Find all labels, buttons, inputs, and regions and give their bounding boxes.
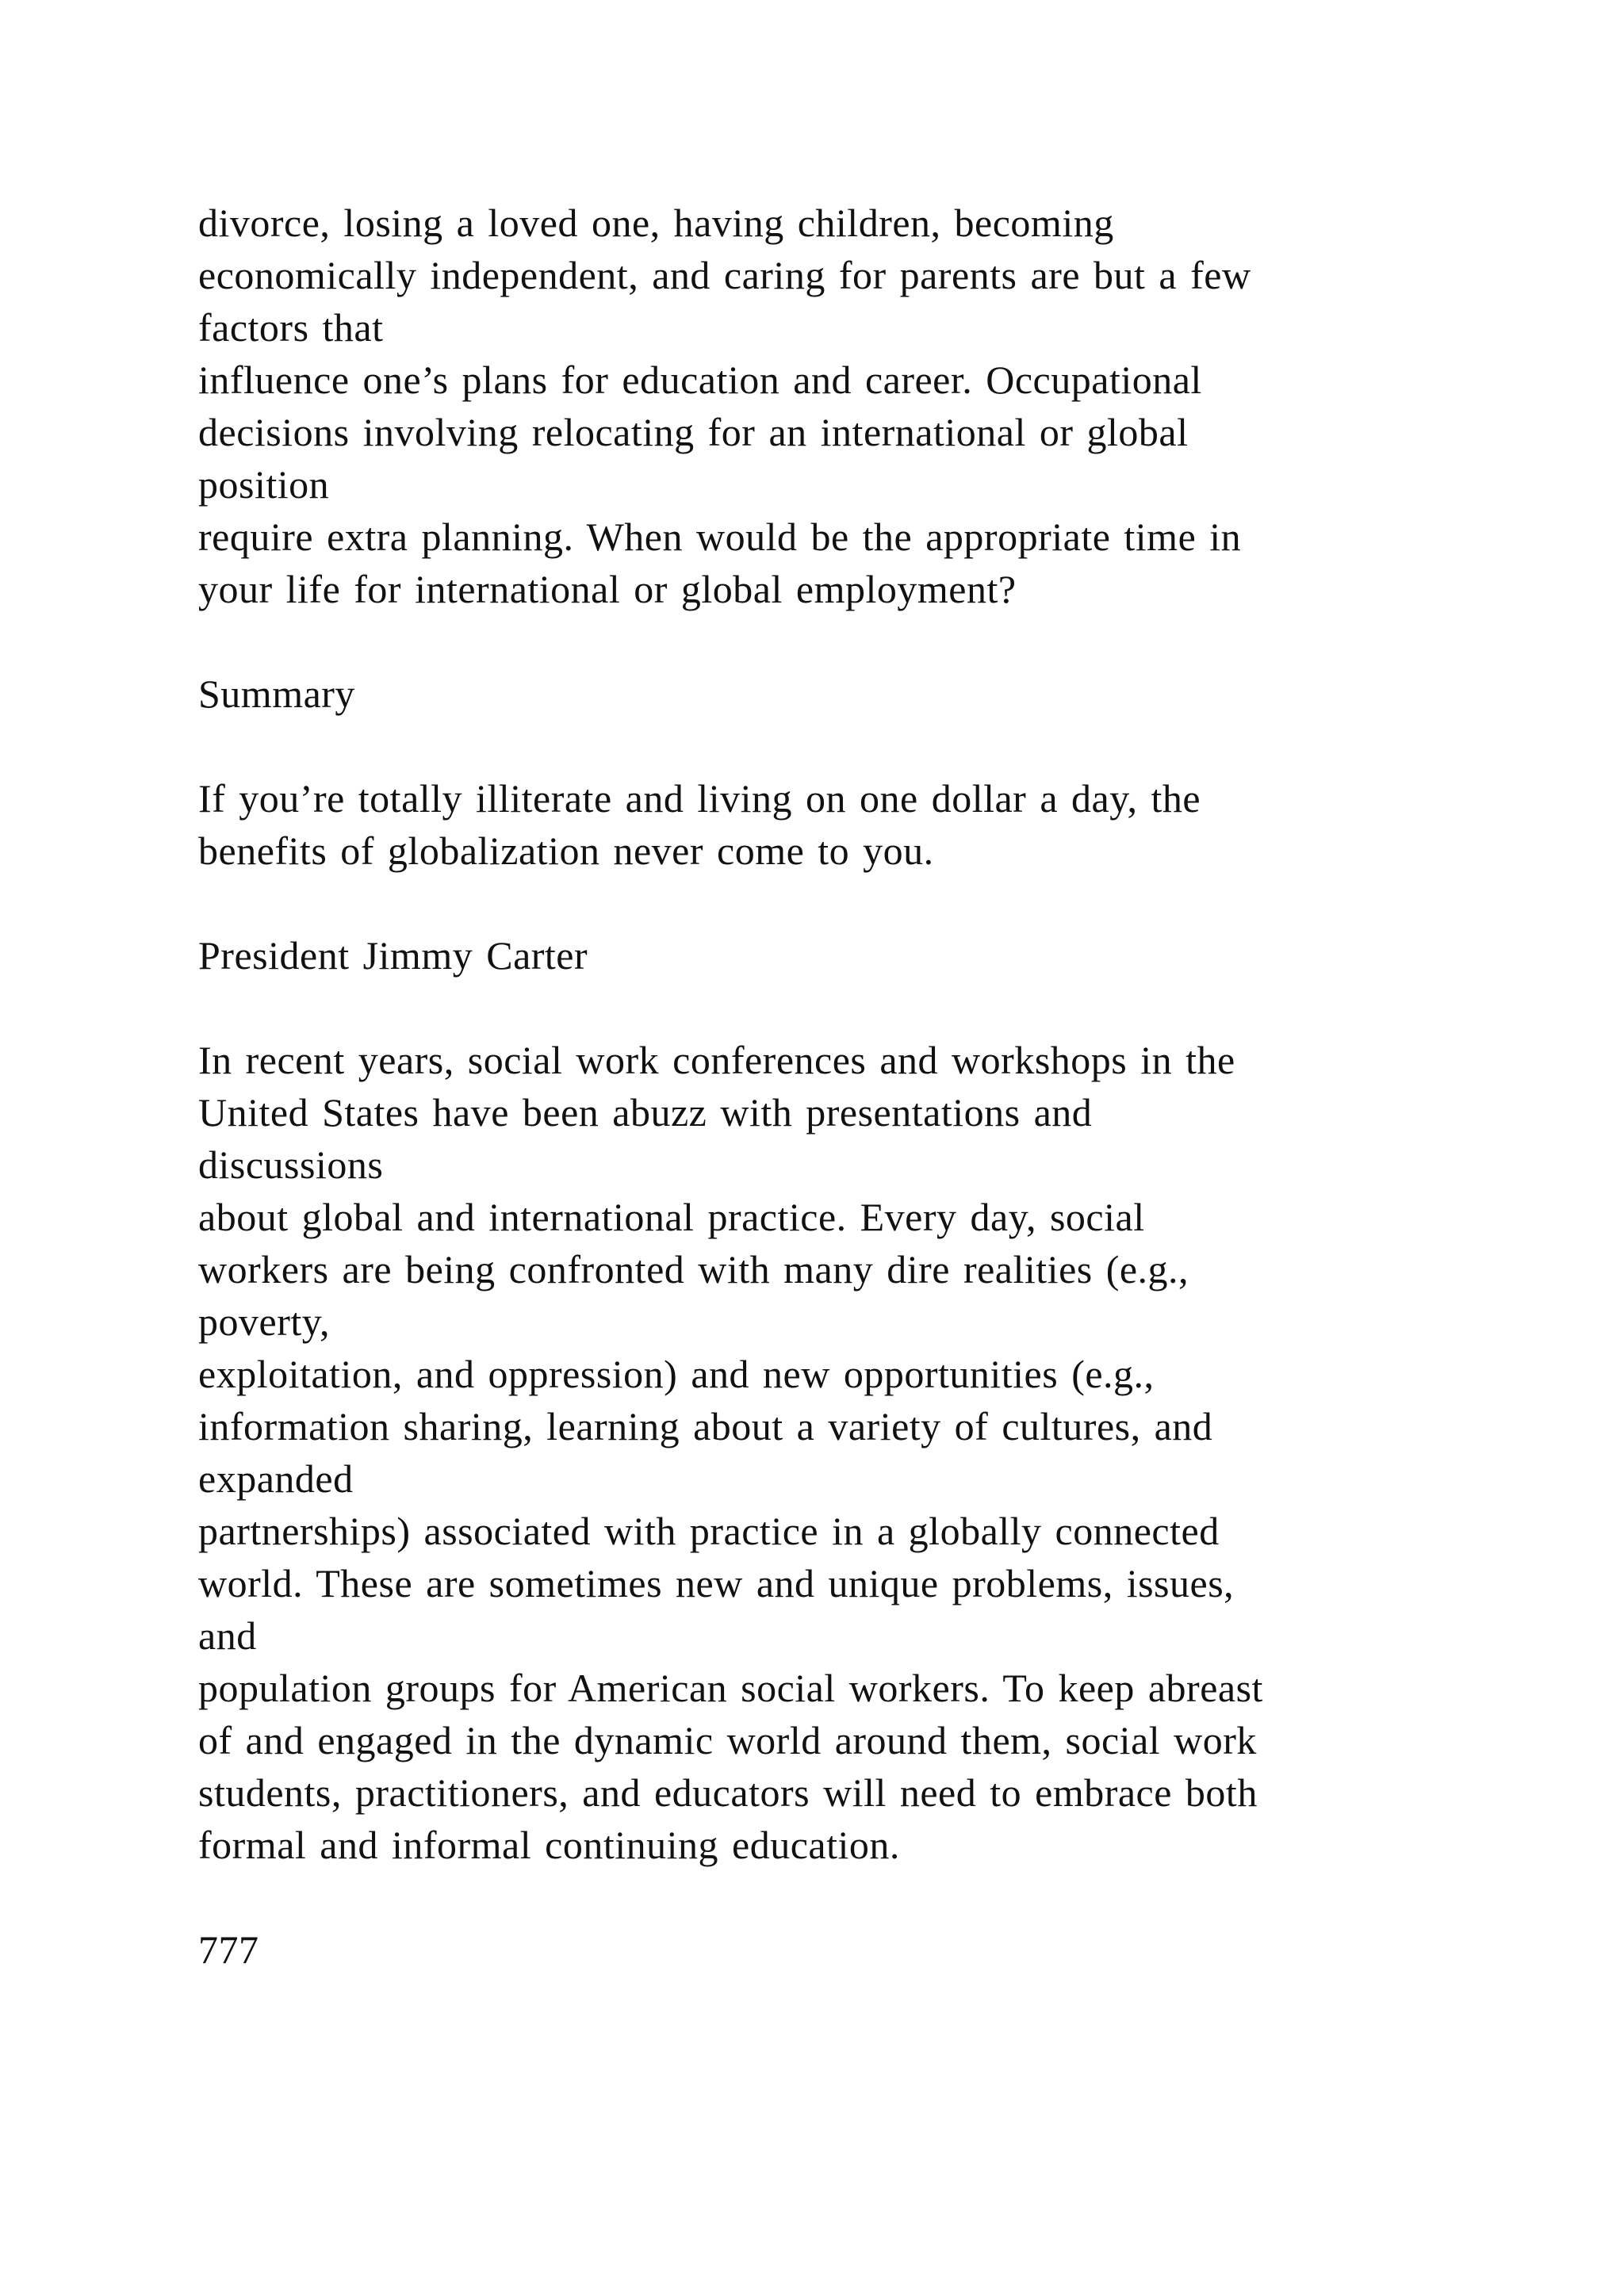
paragraph-2-line: of and engaged in the dynamic world around them, social work: [198, 1718, 1257, 1762]
epigraph-quote-line: benefits of globalization never come to you.: [198, 828, 934, 873]
epigraph-quote-line: If you’re totally illiterate and living on one dollar a day, the: [198, 776, 1201, 821]
paragraph-2-line: poverty,: [198, 1299, 330, 1344]
paragraph-2-line: United States have been abuzz with presentations and: [198, 1090, 1093, 1135]
paragraph-2-line: students, practitioners, and educators will need to embrace both: [198, 1770, 1258, 1815]
paragraph-2-line: world. These are sometimes new and unique problems, issues,: [198, 1561, 1235, 1605]
epigraph-attribution: President Jimmy Carter: [198, 933, 588, 978]
paragraph-1-line: economically independent, and caring for parents are but a few: [198, 253, 1251, 297]
paragraph-1-line: decisions involving relocating for an international or global: [198, 410, 1189, 454]
paragraph-2-line: population groups for American social workers. To keep abreast: [198, 1666, 1263, 1710]
paragraph-2-line: and: [198, 1613, 257, 1658]
paragraph-2-line: exploitation, and oppression) and new opportunities (e.g.,: [198, 1352, 1155, 1396]
paragraph-1-line: your life for international or global employment?: [198, 567, 1017, 611]
paragraph-2-line: discussions: [198, 1142, 384, 1187]
paragraph-1-line: position: [198, 462, 330, 507]
paragraph-2-line: expanded: [198, 1456, 354, 1501]
paragraph-2-line: workers are being confronted with many dire realities (e.g.,: [198, 1247, 1189, 1292]
paragraph-1-line: require extra planning. When would be the appropriate time in: [198, 515, 1242, 559]
section-heading-summary: Summary: [198, 672, 355, 716]
paragraph-2-line: formal and informal continuing education.: [198, 1823, 900, 1867]
paragraph-2-line: partnerships) associated with practice in a globally connected: [198, 1509, 1220, 1553]
paragraph-1-line: influence one’s plans for education and career. Occupational: [198, 358, 1202, 402]
page-number: 777: [198, 1927, 259, 1972]
paragraph-2-line: about global and international practice. Every day, social: [198, 1195, 1145, 1239]
paragraph-2-line: information sharing, learning about a variety of cultures, and: [198, 1404, 1213, 1448]
paragraph-1-line: divorce, losing a loved one, having children, becoming: [198, 201, 1114, 245]
paragraph-1-line: factors that: [198, 305, 384, 350]
paragraph-2-line: In recent years, social work conferences and workshops in the: [198, 1038, 1235, 1082]
